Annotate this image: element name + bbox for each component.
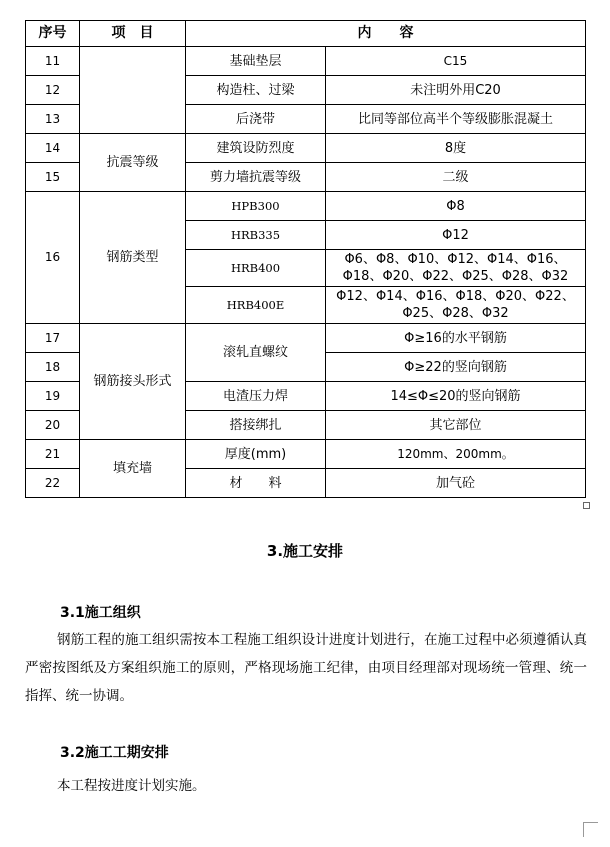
row-content: Φ≥22的竖向钢筋	[326, 353, 586, 382]
row-no: 21	[26, 440, 80, 469]
row-no: 20	[26, 411, 80, 440]
row-item: 后浇带	[186, 105, 326, 134]
row-item: 电渣压力焊	[186, 382, 326, 411]
paragraph-organization: 钢筋工程的施工组织需按本工程施工组织设计进度计划进行，在施工过程中必须遵循认真严密按图纸及方案组织施工的原则，严格现场施工纪律，由项目经理部对现场统一管理、统一指挥、统一协调。	[25, 632, 587, 704]
table-row	[26, 47, 586, 76]
row-no: 12	[26, 76, 80, 105]
row-item: 材 料	[186, 469, 326, 498]
row-item: 滚轧直螺纹	[186, 324, 326, 382]
subsection-title-schedule: 3.2施工工期安排	[60, 745, 169, 761]
row-item: 构造柱、过梁	[186, 76, 326, 105]
row-no: 13	[26, 105, 80, 134]
row-content: 二级	[326, 163, 586, 192]
row-content: 比同等部位高半个等级膨胀混凝土	[326, 105, 586, 134]
row-content: 其它部位	[326, 411, 586, 440]
row-item: 建筑设防烈度	[186, 134, 326, 163]
table-row	[26, 440, 586, 469]
rebar-sizes: Φ6、Φ8、Φ10、Φ12、Φ14、Φ16、Φ18、Φ20、Φ22、Φ25、Φ28、Φ32	[326, 250, 586, 287]
group-rebar-joint: 钢筋接头形式	[80, 324, 186, 440]
spec-table	[25, 20, 586, 498]
row-content: 8度	[326, 134, 586, 163]
rebar-grade: HPB300	[186, 192, 326, 221]
row-item: 搭接绑扎	[186, 411, 326, 440]
row-item: 剪力墙抗震等级	[186, 163, 326, 192]
row-item: 基础垫层	[186, 47, 326, 76]
row-no: 15	[26, 163, 80, 192]
header-no: 序号	[26, 21, 80, 47]
rebar-grade: HRB400E	[186, 287, 326, 324]
row-content: 14≤Φ≤20的竖向钢筋	[326, 382, 586, 411]
table-header-row	[26, 21, 586, 47]
row-item: 厚度(mm)	[186, 440, 326, 469]
rebar-sizes: Φ12、Φ14、Φ16、Φ18、Φ20、Φ22、Φ25、Φ28、Φ32	[326, 287, 586, 324]
row-no: 11	[26, 47, 80, 76]
table-resize-handle[interactable]	[583, 502, 590, 509]
header-content: 内 容	[186, 21, 586, 47]
paragraph-schedule: 本工程按进度计划实施。	[57, 778, 206, 794]
group-infill-wall: 填充墙	[80, 440, 186, 498]
row-no: 19	[26, 382, 80, 411]
rebar-grade: HRB335	[186, 221, 326, 250]
page-corner-mark	[583, 822, 598, 837]
row-no: 17	[26, 324, 80, 353]
table-row	[26, 134, 586, 163]
rebar-grade: HRB400	[186, 250, 326, 287]
group-rebar-type: 钢筋类型	[80, 192, 186, 324]
row-no: 18	[26, 353, 80, 382]
subsection-title-organization: 3.1施工组织	[60, 605, 141, 621]
header-item: 项 目	[80, 21, 186, 47]
rebar-sizes: Φ12	[326, 221, 586, 250]
row-content: 未注明外用C20	[326, 76, 586, 105]
row-content: 120mm、200mm。	[326, 440, 586, 469]
group-seismic: 抗震等级	[80, 134, 186, 192]
row-content: 加气砼	[326, 469, 586, 498]
table-row	[26, 324, 586, 353]
row-content: C15	[326, 47, 586, 76]
row-no: 22	[26, 469, 80, 498]
rebar-sizes: Φ8	[326, 192, 586, 221]
row-no: 14	[26, 134, 80, 163]
group-cell-empty	[80, 47, 186, 134]
row-no: 16	[26, 192, 80, 324]
section-title: 3.施工安排	[266, 542, 344, 560]
table-row	[26, 192, 586, 221]
row-content: Φ≥16的水平钢筋	[326, 324, 586, 353]
